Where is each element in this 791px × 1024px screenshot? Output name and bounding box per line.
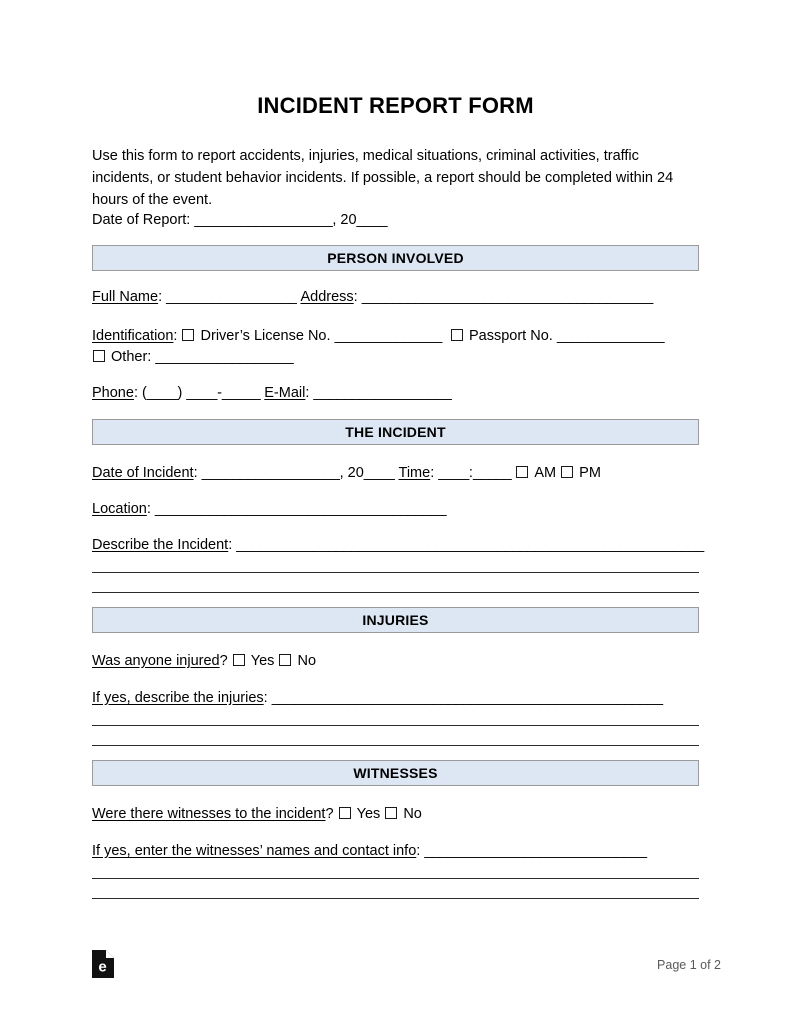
witness-names-input[interactable]: _____________________________: [424, 843, 647, 859]
email-label: E-Mail: [264, 385, 306, 401]
was-anyone-injured-row: [92, 651, 699, 672]
describe-incident-rule-1[interactable]: [92, 572, 699, 573]
witness-names-rule-1[interactable]: [92, 878, 699, 879]
time-minute-input[interactable]: _____: [472, 465, 512, 481]
pm-label: PM: [579, 465, 601, 481]
date-of-incident-colon: :: [193, 465, 198, 481]
date-of-incident-input[interactable]: __________________: [201, 465, 340, 481]
describe-incident-row: [92, 535, 704, 556]
describe-incident-input[interactable]: _____________________________________________________________: [236, 537, 704, 553]
location-label: Location: [92, 501, 147, 517]
witness-names-row: [92, 841, 699, 862]
incident-year-prefix: , 20: [339, 465, 364, 481]
other-input[interactable]: __________________: [155, 349, 294, 365]
time-label: Time: [398, 465, 431, 481]
describe-injuries-label: If yes, describe the injuries: [92, 690, 264, 706]
other-checkbox[interactable]: [93, 350, 105, 362]
passport-checkbox[interactable]: [451, 329, 463, 341]
passport-label: Passport No.: [468, 328, 553, 344]
phone-area-close-paren: ): [177, 385, 183, 401]
am-label: AM: [534, 465, 557, 481]
witnesses-no-label: No: [403, 806, 422, 822]
describe-injuries-rule-2[interactable]: [92, 745, 699, 746]
passport-input[interactable]: ______________: [556, 328, 665, 344]
phone-area-open-paren: (: [142, 385, 147, 401]
date-of-report-year-input[interactable]: ____: [356, 212, 388, 228]
describe-incident-rule-2[interactable]: [92, 592, 699, 593]
identification-colon: :: [173, 328, 178, 344]
drivers-license-checkbox[interactable]: [182, 329, 194, 341]
drivers-license-input[interactable]: ______________: [334, 328, 442, 344]
describe-incident-label: Describe the Incident: [92, 537, 229, 553]
section-header-the-incident: THE INCIDENT: [92, 419, 699, 445]
page-number: Page 1 of 2: [657, 958, 721, 972]
identification-row: [92, 326, 699, 347]
incident-year-input[interactable]: ____: [363, 465, 395, 481]
eforms-logo-icon: [92, 950, 114, 978]
intro-paragraph: Use this form to report accidents, injuries, medical situations, criminal activities, traffic incidents, or student behavior incidents. If possible, a report should be completed within 24 hours of the event.: [92, 148, 674, 209]
describe-injuries-rule-1[interactable]: [92, 725, 699, 726]
identification-other-row: [92, 347, 699, 368]
describe-injuries-row: [92, 688, 699, 709]
drivers-license-label: Driver’s License No.: [200, 328, 331, 344]
email-colon: :: [305, 385, 310, 401]
date-of-report-input[interactable]: __________________: [194, 212, 333, 228]
page-title: INCIDENT REPORT FORM: [257, 93, 534, 118]
phone-label: Phone: [92, 385, 134, 401]
address-label: Address: [300, 289, 354, 305]
section-header-injuries: INJURIES: [92, 607, 699, 633]
phone-line-input[interactable]: _____: [221, 385, 261, 401]
full-name-colon: :: [158, 289, 163, 305]
address-colon: :: [353, 289, 358, 305]
was-anyone-injured-label: Was anyone injured: [92, 653, 220, 669]
date-of-report-label: Date of Report:: [92, 212, 191, 228]
full-name-label: Full Name: [92, 289, 159, 305]
describe-incident-colon: :: [228, 537, 233, 553]
am-checkbox[interactable]: [516, 466, 528, 478]
time-hour-input[interactable]: ____: [438, 465, 469, 481]
time-separator: :: [468, 465, 473, 481]
phone-dash: -: [217, 385, 222, 401]
location-row: [92, 499, 699, 520]
date-of-incident-label: Date of Incident: [92, 465, 194, 481]
other-label: Other:: [111, 349, 152, 365]
page-content: [92, 0, 699, 211]
pm-checkbox[interactable]: [561, 466, 573, 478]
witnesses-no-checkbox[interactable]: [385, 807, 397, 819]
phone-email-row: [92, 383, 699, 404]
injuries-no-checkbox[interactable]: [279, 654, 291, 666]
location-input[interactable]: ______________________________________: [154, 501, 447, 517]
injuries-yes-label: Yes: [250, 653, 275, 669]
date-of-report-row: [92, 210, 699, 231]
were-there-witnesses-question-mark: ?: [325, 806, 334, 822]
witness-names-label: If yes, enter the witnesses’ names and contact info: [92, 843, 417, 859]
phone-prefix-input[interactable]: ____: [186, 385, 218, 401]
date-of-incident-row: [92, 463, 699, 484]
full-name-input[interactable]: _________________: [166, 289, 297, 305]
time-colon: :: [430, 465, 435, 481]
full-name-address-row: [92, 287, 699, 308]
witness-names-colon: :: [416, 843, 421, 859]
svg-text:e: e: [98, 958, 107, 976]
location-colon: :: [146, 501, 151, 517]
section-header-witnesses: WITNESSES: [92, 760, 699, 786]
witnesses-yes-label: Yes: [356, 806, 381, 822]
identification-label: Identification: [92, 328, 174, 344]
phone-colon: :: [133, 385, 138, 401]
section-header-person-involved: PERSON INVOLVED: [92, 245, 699, 271]
witness-names-rule-2[interactable]: [92, 898, 699, 899]
were-there-witnesses-row: [92, 804, 699, 825]
was-anyone-injured-question-mark: ?: [219, 653, 228, 669]
witnesses-yes-checkbox[interactable]: [339, 807, 351, 819]
email-input[interactable]: __________________: [313, 385, 452, 401]
were-there-witnesses-label: Were there witnesses to the incident: [92, 806, 326, 822]
describe-injuries-input[interactable]: ___________________________________________________: [271, 690, 663, 706]
date-of-report-year-prefix: , 20: [332, 212, 357, 228]
address-input[interactable]: ______________________________________: [361, 289, 653, 305]
injuries-no-label: No: [297, 653, 317, 669]
injuries-yes-checkbox[interactable]: [233, 654, 245, 666]
describe-injuries-colon: :: [263, 690, 268, 706]
phone-area-input[interactable]: ____: [146, 385, 178, 401]
